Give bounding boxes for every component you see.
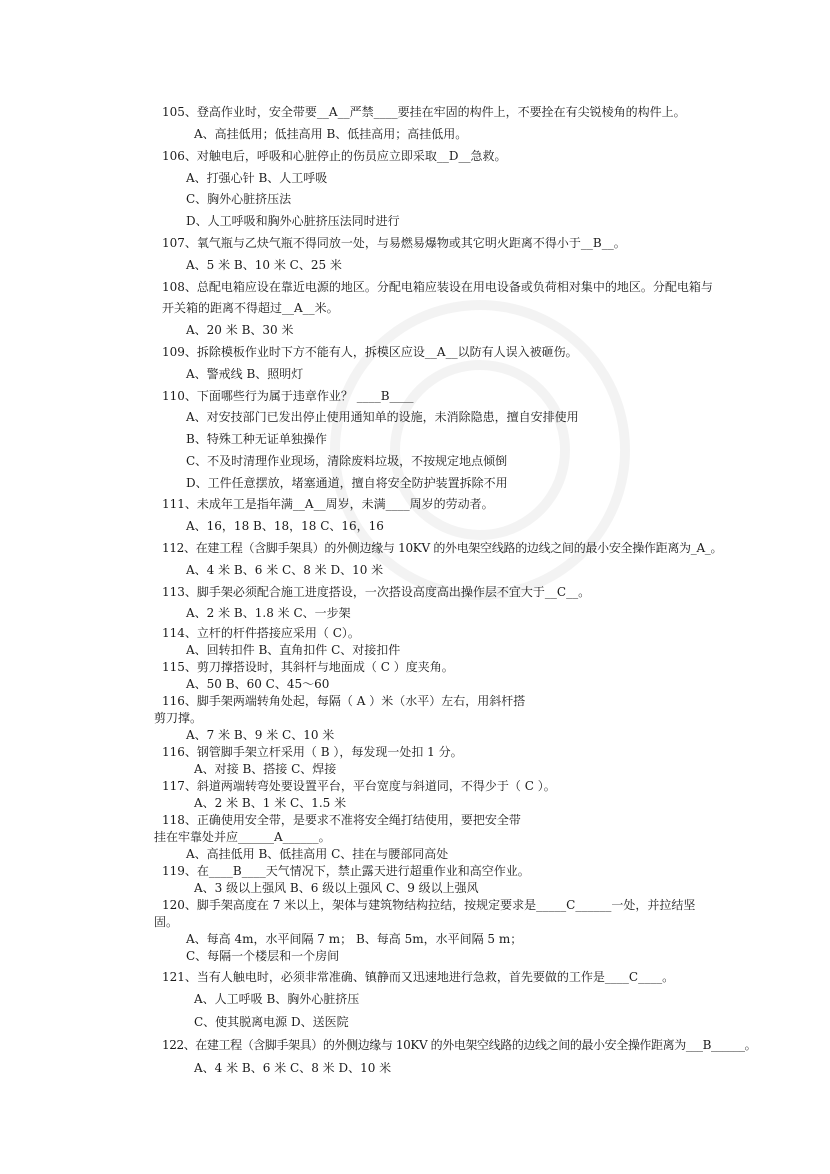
- question-106: 106、对触电后，呼吸和心脏停止的伤员应立即采取__D__急救。: [162, 149, 507, 163]
- options-121-cont: C、使其脱离电源 D、送医院: [194, 1015, 349, 1029]
- option-line: D、工件任意摆放，堵塞通道，擅自将安全防护装置拆除不用: [186, 476, 508, 490]
- question-116b: 116、钢管脚手架立杆采用（ B ），每发现一处扣 1 分。: [162, 745, 463, 759]
- question-107: 107、氧气瓶与乙炔气瓶不得同放一处，与易燃易爆物或其它明火距离不得小于__B__。: [162, 236, 626, 250]
- question-113: 113、脚手架必须配合施工进度搭设，一次搭设高度高出操作层不宜大于__C__。: [162, 585, 591, 599]
- question-112: 112、在建工程（含脚手架具）的外侧边缘与 10KV 的外电架空线路的边线之间的最小安全操作距离为_A_。: [162, 541, 723, 555]
- question-118: 118、正确使用安全带，是要求不准将安全绳打结使用，要把安全带: [162, 813, 521, 827]
- question-120-cont: 固。: [154, 915, 179, 929]
- question-116: 116、脚手架两端转角处起，每隔（ A ）米（水平）左右，用斜杆搭: [162, 694, 526, 708]
- option-line: A、对安技部门已发出停止使用通知单的设施，未消除隐患，擅自安排使用: [186, 410, 579, 424]
- options-116b: A、对接 B、搭接 C、焊接: [194, 762, 337, 776]
- options-117: A、2 米 B、1 米 C、1.5 米: [194, 796, 347, 810]
- options-111: A、16，18 B、18，18 C、16，16: [186, 519, 384, 533]
- question-121: 121、当有人触电时，必须非常准确、镇静而又迅速地进行急救，首先要做的工作是____C____。: [162, 970, 675, 984]
- options-121: A、人工呼吸 B、胸外心脏挤压: [194, 992, 360, 1006]
- options-116: A、7 米 B、9 米 C、10 米: [186, 728, 335, 742]
- option-line: D、人工呼吸和胸外心脏挤压法同时进行: [186, 214, 400, 228]
- question-120: 120、脚手架高度在 7 米以上，架体与建筑物结构拉结，按规定要求是_____C______一处，并拉结坚: [162, 898, 696, 912]
- question-108: 108、总配电箱应设在靠近电源的地区。分配电箱应装设在用电设备或负荷相对集中的地区。分配电箱与: [162, 280, 713, 294]
- question-117: 117、斜道两端转弯处要设置平台，平台宽度与斜道同，不得少于（ C ）。: [162, 779, 556, 793]
- question-119: 119、在____B____天气情况下，禁止露天进行超重作业和高空作业。: [162, 864, 530, 878]
- option-line: C、不及时清理作业现场，清除废料垃圾，不按规定地点倾倒: [186, 454, 508, 468]
- options-119: A、3 级以上强风 B、6 级以上强风 C、9 级以上强风: [194, 881, 479, 895]
- options-122: A、4 米 B、6 米 C、8 米 D、10 米: [194, 1061, 392, 1075]
- question-110: 110、下面哪些行为属于违章作业？ ____B____: [162, 389, 414, 403]
- options-115: A、50 B、60 C、45～60: [186, 677, 330, 691]
- options-112: A、4 米 B、6 米 C、8 米 D、10 米: [186, 563, 384, 577]
- options-109: A、警戒线 B、照明灯: [186, 367, 304, 381]
- options-107: A、5 米 B、10 米 C、25 米: [186, 258, 342, 272]
- options-118: A、高挂低用 B、低挂高用 C、挂在与腰部同高处: [186, 847, 449, 861]
- options-113: A、2 米 B、1.8 米 C、一步架: [186, 606, 351, 620]
- question-115: 115、剪刀撑搭设时，其斜杆与地面成（ C ）度夹角。: [162, 660, 454, 674]
- options-108: A、20 米 B、30 米: [186, 323, 294, 337]
- options-105: A、高挂低用；低挂高用 B、低挂高用；高挂低用。: [194, 127, 468, 141]
- option-line: A、打强心针 B、人工呼吸: [186, 171, 328, 185]
- question-111: 111、未成年工是指年满__A__周岁，未满____周岁的劳动者。: [162, 497, 494, 511]
- question-116-cont: 剪刀撑。: [154, 711, 203, 725]
- question-122: 122、在建工程（含脚手架具）的外侧边缘与 10KV 的外电架空线路的边线之间的最小安全操作距离为___B______。: [162, 1038, 757, 1052]
- option-line: C、胸外心脏挤压法: [186, 192, 292, 206]
- options-120-cont: C、每隔一个楼层和一个房间: [186, 949, 340, 963]
- question-108-cont: 开关箱的距离不得超过__A__米。: [162, 301, 339, 315]
- options-114: A、回转扣件 B、直角扣件 C、对接扣件: [186, 643, 401, 657]
- options-120: A、每高 4m，水平间隔 7 m； B、每高 5m，水平间隔 5 m；: [186, 932, 523, 946]
- option-line: B、特殊工种无证单独操作: [186, 432, 327, 446]
- question-109: 109、拆除模板作业时下方不能有人，拆模区应设__A__以防有人误入被砸伤。: [162, 345, 578, 359]
- question-105: 105、登高作业时，安全带要__A__严禁____要挂在牢固的构件上，不要拴在有尖锐棱角的构件上。: [162, 105, 686, 119]
- question-114: 114、立杆的杆件搭接应采用（ C）。: [162, 626, 360, 640]
- question-118-cont: 挂在牢靠处并应______A______。: [154, 830, 331, 844]
